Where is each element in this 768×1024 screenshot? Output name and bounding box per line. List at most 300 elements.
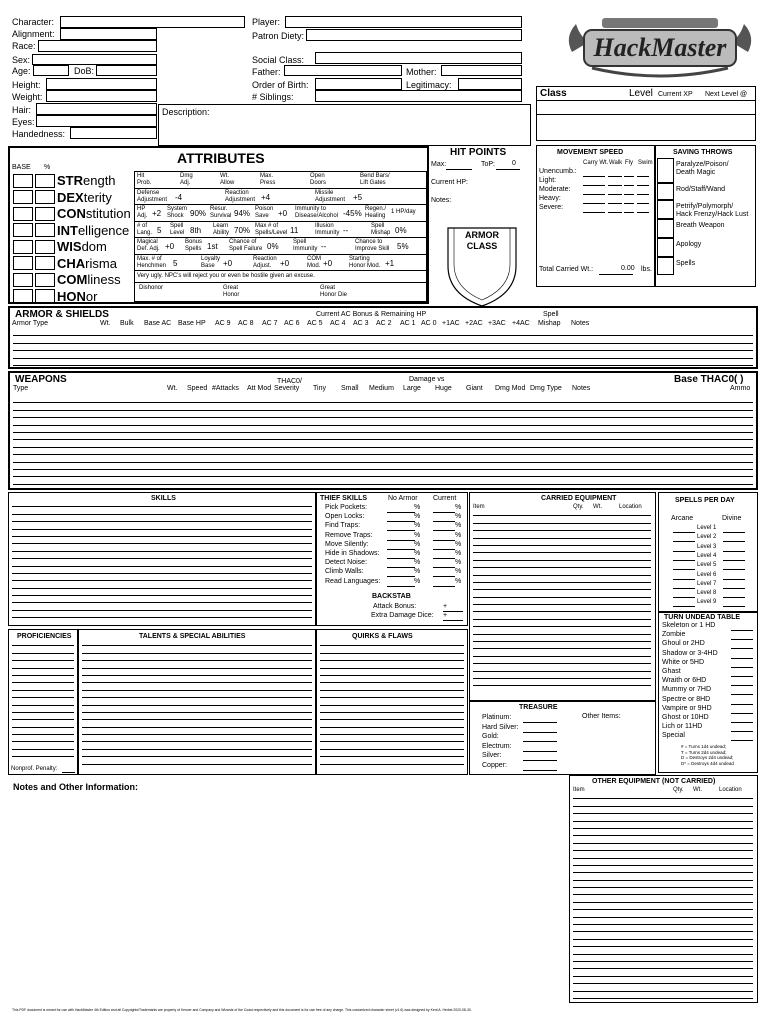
movement-cell[interactable] — [624, 194, 634, 195]
undead-type-label: Shadow or 3-4HD — [662, 649, 718, 657]
attribute-base-input[interactable] — [13, 207, 33, 221]
weapon-column-header: Small — [341, 385, 359, 392]
spell-level-label: Level 9 — [697, 599, 717, 606]
total-carried-unit: lbs. — [641, 266, 652, 273]
movement-cell[interactable] — [624, 185, 634, 186]
quirks-title: QUIRKS & FLAWS — [352, 633, 413, 640]
hackmaster-logo — [562, 12, 758, 80]
treasure-field[interactable] — [523, 732, 557, 733]
current-xp-label: Current XP — [658, 91, 693, 98]
spells-per-day-title: SPELLS PER DAY — [675, 497, 735, 504]
turn-undead-title: TURN UNDEAD TABLE — [664, 614, 741, 621]
thief-skill-label: Detect Noise: — [325, 559, 368, 567]
armor-column-header: AC 7 — [262, 320, 278, 327]
weapons-panel — [8, 371, 758, 490]
armor-column-header: +1AC — [442, 320, 460, 327]
carried-title: CARRIED EQUIPMENT — [541, 495, 617, 502]
attribute-abbrev: DEX — [57, 189, 84, 205]
other-equipment-rows[interactable] — [573, 792, 753, 999]
thief-pct: % — [414, 540, 421, 548]
hp-max-label: Max: — [431, 161, 447, 168]
attribute-percent-input[interactable] — [35, 273, 55, 287]
nonprof-penalty-label: Nonprof. Penalty: — [11, 766, 58, 772]
saving-throws-box — [655, 145, 756, 287]
divine-spell-field[interactable] — [723, 569, 745, 570]
description-field[interactable] — [158, 104, 531, 146]
divine-spell-field[interactable] — [723, 532, 745, 533]
int-max-spells: Max # of Spells/Level — [255, 223, 288, 236]
attribute-base-input[interactable] — [13, 240, 33, 254]
attribute-percent-input[interactable] — [35, 223, 55, 237]
cha-honor-value: +1 — [385, 259, 395, 268]
movement-row-label: Unencumb.: — [539, 168, 577, 175]
carried-rows[interactable] — [473, 509, 651, 686]
cha-henchmen: Max. # of Henchmen — [137, 256, 167, 269]
talents-panel — [78, 629, 316, 775]
legitimacy-label: Legitimacy: — [406, 80, 452, 90]
dex-defense: Defense Adjustment — [137, 190, 168, 203]
armor-shields-panel — [8, 306, 758, 369]
movement-row-label: Severe: — [539, 204, 564, 211]
attribute-suffix: liness — [87, 272, 121, 287]
attribute-name — [57, 289, 97, 304]
eyes-label: Eyes: — [12, 117, 35, 127]
talents-rows[interactable] — [82, 639, 312, 765]
carried-wt-col: Wt. — [593, 504, 602, 510]
race-field[interactable] — [38, 40, 157, 52]
siblings-label: # Siblings: — [252, 92, 294, 102]
attribute-name — [57, 256, 117, 271]
undead-result-field[interactable] — [731, 630, 753, 631]
armor-column-header: AC 2 — [376, 320, 392, 327]
thief-no-armor-field[interactable] — [387, 558, 415, 559]
talents-title: TALENTS & SPECIAL ABILITIES — [139, 633, 246, 640]
attribute-suffix: stitution — [85, 206, 131, 221]
next-level-label: Next Level @ — [705, 91, 748, 98]
con-immunity: Immunity to Disease/Alcohol — [295, 206, 339, 219]
skills-title: SKILLS — [151, 495, 176, 502]
hair-field[interactable] — [36, 103, 157, 115]
undead-type-label: Zombie — [662, 631, 686, 639]
hit-points-title: HIT POINTS — [450, 147, 507, 158]
armor-column-header: AC 3 — [353, 320, 369, 327]
movement-cell[interactable] — [608, 212, 622, 213]
saving-throw-box[interactable] — [657, 200, 674, 219]
skills-rows[interactable] — [12, 500, 312, 618]
dex-defense-value: -4 — [175, 193, 183, 202]
armor-column-header: AC 1 — [400, 320, 416, 327]
thief-pct: % — [414, 559, 421, 567]
undead-legend-line: # = Turns 1d4 undead; — [681, 744, 727, 749]
cha-reaction-value: +0 — [280, 259, 290, 268]
weapon-column-header: Dmg Type — [530, 385, 562, 392]
com-note: Very ugly. NPC's will reject you or even be hostile given an excuse. — [137, 273, 315, 279]
str-wt-allow: Wt. Allow — [220, 173, 235, 186]
thief-current-field[interactable] — [433, 586, 455, 587]
arcane-spell-field[interactable] — [673, 532, 695, 533]
thief-skill-label: Climb Walls: — [325, 568, 364, 576]
movement-cell[interactable] — [608, 176, 622, 177]
carried-location-col: Location — [619, 504, 642, 510]
spells-arcane-label: Arcane — [671, 515, 694, 522]
handedness-field[interactable] — [70, 127, 157, 139]
attribute-name — [57, 173, 116, 188]
notes-area[interactable] — [12, 795, 567, 995]
undead-result-field[interactable] — [731, 658, 753, 659]
divine-spell-field[interactable] — [723, 597, 745, 598]
thief-no-armor-field[interactable] — [387, 521, 415, 522]
hp-top-value: 0 — [512, 160, 516, 167]
armor-column-header: AC 6 — [284, 320, 300, 327]
cha-com-value: +0 — [323, 259, 333, 268]
cha-com: COM Mod. — [307, 256, 321, 269]
undead-type-label: Mummy or 7HD — [662, 686, 712, 694]
str-dmg-adj: Dmg Adj. — [180, 173, 193, 186]
armor-rows[interactable] — [13, 329, 753, 366]
spells-per-day-panel — [658, 492, 758, 612]
thief-no-armor-field[interactable] — [387, 530, 415, 531]
attribute-suffix: elligence — [77, 222, 130, 238]
wis-magical-value: +0 — [165, 242, 175, 251]
saving-throw-label: Apology — [676, 241, 702, 248]
wis-immunity-value: -- — [321, 242, 327, 251]
thief-no-armor-field[interactable] — [387, 576, 415, 577]
other-equipment-title: OTHER EQUIPMENT (NOT CARRIED) — [592, 778, 716, 785]
int-mishap: Spell Mishap — [371, 223, 391, 236]
patron-field[interactable] — [306, 29, 522, 41]
father-field[interactable] — [284, 65, 402, 76]
saving-throw-label: Petrify/Polymorph/ Hack Frenzy/Hack Lust — [676, 203, 749, 218]
attribute-base-input[interactable] — [13, 289, 33, 303]
attribute-modifiers-grid — [134, 171, 427, 302]
armor-column-header: +3AC — [488, 320, 506, 327]
con-hp: HP Adj. — [137, 206, 148, 219]
attribute-base-input[interactable] — [13, 174, 33, 188]
carried-qty-col: Qty. — [573, 504, 584, 510]
movement-cell[interactable] — [583, 194, 605, 195]
thief-no-armor-field[interactable] — [387, 540, 415, 541]
thief-current-field[interactable] — [433, 549, 455, 550]
thief-current-field[interactable] — [433, 530, 455, 531]
thief-no-armor-field[interactable] — [387, 586, 415, 587]
con-system: System Shock — [167, 206, 188, 219]
weapon-rows[interactable] — [13, 396, 753, 485]
str-bend-bars: Bend Bars/ Lift Gates — [360, 173, 390, 186]
movement-speed-box — [536, 145, 655, 287]
sex-label: Sex: — [12, 55, 31, 65]
undead-result-field[interactable] — [731, 667, 753, 668]
thief-current-field[interactable] — [433, 558, 455, 559]
int-spell-level-value: 8th — [190, 226, 202, 235]
armor-column-header: +2AC — [465, 320, 483, 327]
undead-result-field[interactable] — [731, 694, 753, 695]
wis-magical: Magical Def. Adj. — [137, 239, 160, 252]
treasure-label: Gold: — [482, 733, 499, 740]
thief-current-field[interactable] — [433, 540, 455, 541]
undead-result-field[interactable] — [731, 685, 753, 686]
treasure-field[interactable] — [523, 770, 557, 771]
movement-cell[interactable] — [608, 185, 622, 186]
arcane-spell-field[interactable] — [673, 579, 695, 580]
wis-bonus: Bonus Spells — [185, 239, 203, 252]
thief-pct: % — [414, 522, 421, 530]
attribute-abbrev: HON — [57, 288, 86, 304]
undead-result-field[interactable] — [731, 639, 753, 640]
age-field[interactable] — [33, 65, 69, 76]
social-class-field[interactable] — [315, 52, 522, 64]
int-illusion-value: -- — [343, 226, 349, 235]
treasure-field[interactable] — [523, 741, 557, 742]
player-label: Player: — [252, 17, 281, 27]
divine-spell-field[interactable] — [723, 560, 745, 561]
undead-type-label: Wraith or 6HD — [662, 677, 707, 685]
attribute-percent-input[interactable] — [35, 240, 55, 254]
undead-type-label: Special — [662, 732, 685, 740]
skills-panel — [8, 492, 316, 626]
attribute-abbrev: WIS — [57, 239, 82, 254]
sex-field[interactable] — [32, 54, 157, 65]
attribute-percent-input[interactable] — [35, 207, 55, 221]
saving-throw-box[interactable] — [657, 219, 674, 238]
weight-label: Weight: — [12, 92, 43, 102]
treasure-field[interactable] — [523, 722, 557, 723]
siblings-field[interactable] — [315, 90, 522, 102]
description-label: Description: — [162, 107, 210, 117]
player-field[interactable] — [285, 16, 522, 28]
attribute-base-input[interactable] — [13, 273, 33, 287]
attribute-base-input[interactable] — [13, 256, 33, 270]
arcane-spell-field[interactable] — [673, 541, 695, 542]
weapon-column-header: Wt. — [167, 385, 178, 392]
weapon-column-header: Large — [403, 385, 421, 392]
hon-dishonor: Dishonor — [139, 285, 164, 291]
str-open-doors: Open Doors — [310, 173, 327, 186]
con-system-value: 90% — [190, 209, 207, 218]
thief-skill-label: Remove Traps: — [325, 531, 373, 539]
movement-cell[interactable] — [637, 203, 649, 204]
other-location-col: Location — [719, 787, 742, 793]
movement-cell[interactable] — [608, 194, 622, 195]
treasure-field[interactable] — [523, 760, 557, 761]
undead-result-field[interactable] — [731, 676, 753, 677]
treasure-field[interactable] — [523, 751, 557, 752]
armor-column-header: Notes — [571, 320, 590, 327]
treasure-title: TREASURE — [519, 704, 558, 711]
divine-spell-field[interactable] — [723, 588, 745, 589]
weapon-column-header: Ammo — [730, 385, 751, 392]
hair-label: Hair: — [12, 105, 32, 115]
divine-spell-field[interactable] — [723, 541, 745, 542]
thief-skill-label: Find Traps: — [325, 522, 361, 530]
mother-field[interactable] — [441, 65, 522, 76]
spell-level-label: Level 4 — [697, 552, 717, 559]
thief-pct: % — [414, 577, 421, 585]
armor-class-label: ARMOR CLASS — [465, 230, 499, 251]
movement-cell[interactable] — [637, 176, 649, 177]
attribute-percent-input[interactable] — [35, 190, 55, 204]
saving-throw-box[interactable] — [657, 183, 674, 200]
thief-pct: % — [455, 577, 462, 585]
weapon-column-header: Dmg Mod — [495, 385, 526, 392]
divine-spell-field[interactable] — [723, 579, 745, 580]
con-regen-value: 1 HP/day — [391, 209, 416, 215]
character-field[interactable] — [60, 16, 245, 28]
divine-spell-field[interactable] — [723, 606, 745, 607]
move-col-walk: Walk — [609, 160, 623, 166]
footer-copyright: This PDF document is meant for use with HackMaster 4th Edition and all Copyrights/Trademarks are property of Kenzer and Company and Wizards of the Coast respectively and this document is for use free of any charge. This customized character sheet (v1.6) was designed by Kent A. Herbst 2020-08-30. — [12, 1008, 472, 1012]
movement-cell[interactable] — [624, 176, 634, 177]
int-max-spells-value: 11 — [290, 226, 299, 235]
movement-cell[interactable] — [637, 185, 649, 186]
saving-throw-box[interactable] — [657, 238, 674, 257]
attribute-suffix: ength — [83, 173, 116, 188]
arcane-spell-field[interactable] — [673, 606, 695, 607]
attribute-percent-input[interactable] — [35, 256, 55, 270]
attribute-base-input[interactable] — [13, 190, 33, 204]
armor-class-shield — [442, 226, 522, 308]
armor-column-header: AC 0 — [421, 320, 437, 327]
notes-title: Notes and Other Information: — [13, 782, 139, 792]
proficiencies-rows[interactable] — [12, 639, 74, 757]
undead-legend-line: T = Turns 2d4 undead; — [681, 749, 727, 755]
thief-skill-label: Move Silently: — [325, 540, 369, 548]
weapon-column-header: Type — [13, 385, 29, 392]
armor-column-header: Bulk — [120, 320, 134, 327]
movement-row-label: Light: — [539, 177, 557, 184]
attributes-title: ATTRIBUTES — [177, 150, 265, 166]
attribute-abbrev: STR — [57, 173, 83, 188]
saving-throws-title: SAVING THROWS — [673, 149, 733, 156]
undead-type-label: Ghoul or 2HD — [662, 640, 705, 648]
movement-cell[interactable] — [583, 185, 605, 186]
attribute-abbrev: CON — [57, 206, 86, 221]
turn-undead-panel — [658, 612, 758, 773]
legitimacy-field[interactable] — [458, 78, 522, 90]
eyes-field[interactable] — [36, 115, 157, 127]
carried-equipment-panel — [469, 492, 656, 701]
int-lang-value: 5 — [157, 226, 162, 235]
movement-cell[interactable] — [583, 176, 605, 177]
treasure-label: Hard Silver: — [482, 723, 519, 731]
proficiencies-title: PROFICIENCIES — [17, 633, 72, 640]
dob-field[interactable] — [96, 65, 157, 76]
undead-type-label: Vampire or 9HD — [662, 704, 712, 712]
wis-improve: Chance to Improve Skill — [355, 239, 390, 252]
movement-cell[interactable] — [583, 212, 605, 213]
arcane-spell-field[interactable] — [673, 597, 695, 598]
con-poison-value: +0 — [278, 209, 288, 218]
thief-current-field[interactable] — [433, 567, 455, 568]
treasure-other-label: Other Items: — [582, 713, 621, 720]
arcane-spell-field[interactable] — [673, 560, 695, 561]
order-field[interactable] — [315, 78, 402, 90]
arcane-spell-field[interactable] — [673, 588, 695, 589]
movement-cell[interactable] — [583, 203, 605, 204]
thief-skill-label: Read Languages: — [325, 577, 381, 585]
undead-result-field[interactable] — [731, 648, 753, 649]
armor-column-header: AC 8 — [238, 320, 254, 327]
thief-pct: % — [455, 522, 462, 530]
alignment-field[interactable] — [60, 28, 157, 40]
divine-spell-field[interactable] — [723, 551, 745, 552]
other-equipment-panel — [569, 775, 758, 1003]
con-resur: Resur. Survival — [210, 206, 232, 219]
spell-level-label: Level 3 — [697, 543, 717, 550]
movement-cell[interactable] — [624, 212, 634, 213]
level-label: Level — [629, 88, 653, 99]
other-wt-col: Wt. — [693, 787, 702, 793]
movement-cell[interactable] — [637, 212, 649, 213]
spell-level-label: Level 6 — [697, 571, 717, 578]
weapons-title: WEAPONS — [15, 374, 67, 385]
undead-type-label: Lich or 11HD — [662, 723, 703, 731]
hp-notes-label: Notes: — [431, 197, 452, 204]
thief-no-armor-field[interactable] — [387, 512, 415, 513]
height-field[interactable] — [46, 78, 157, 90]
thief-current-field[interactable] — [433, 576, 455, 577]
treasure-label: Platinum: — [482, 714, 512, 721]
move-col-carry: Carry Wt. — [583, 160, 609, 166]
saving-throw-box[interactable] — [657, 158, 674, 183]
attribute-suffix: terity — [83, 189, 112, 205]
logo-emblem-icon — [562, 12, 758, 80]
saving-throw-label: Breath Weapon — [676, 222, 725, 229]
con-resur-value: 94% — [234, 209, 251, 218]
thief-skill-label: Pick Pockets: — [325, 504, 368, 511]
movement-cell[interactable] — [624, 203, 634, 204]
treasure-panel — [469, 701, 656, 775]
spell-level-label: Level 2 — [697, 534, 717, 541]
movement-title: MOVEMENT SPEED — [557, 149, 624, 156]
armor-column-header: +4AC — [512, 320, 530, 327]
weight-field[interactable] — [46, 90, 157, 102]
treasure-label: Copper: — [482, 761, 507, 769]
attribute-name — [57, 223, 129, 238]
movement-cell[interactable] — [637, 194, 649, 195]
wis-immunity: Spell Immunity — [293, 239, 318, 252]
thief-no-armor-field[interactable] — [387, 567, 415, 568]
spell-level-label: Level 1 — [697, 525, 717, 531]
undead-result-field[interactable] — [731, 731, 753, 732]
thief-current-field[interactable] — [433, 512, 455, 513]
undead-type-label: Ghast — [662, 668, 681, 675]
extra-damage-plus: + — [443, 612, 448, 619]
patron-label: Patron Diety: — [252, 31, 305, 41]
undead-result-field[interactable] — [731, 722, 753, 723]
int-spell-level: Spell Level — [170, 223, 185, 236]
wis-failure: Chance of Spell Failure — [229, 239, 263, 252]
arcane-spell-field[interactable] — [673, 569, 695, 570]
movement-cell[interactable] — [608, 203, 622, 204]
treasure-label: Electrum: — [482, 742, 512, 750]
cha-loyalty: Loyalty Base — [201, 256, 221, 269]
saving-throw-box[interactable] — [657, 257, 674, 275]
undead-result-field[interactable] — [731, 713, 753, 714]
arcane-spell-field[interactable] — [673, 551, 695, 552]
undead-result-field[interactable] — [731, 740, 753, 741]
attribute-base-input[interactable] — [13, 223, 33, 237]
undead-result-field[interactable] — [731, 704, 753, 705]
attribute-percent-input[interactable] — [35, 289, 55, 303]
weapon-column-header: Tiny — [313, 385, 326, 392]
cha-honor: Starting Honor Mod. — [349, 256, 381, 269]
thief-no-armor-field[interactable] — [387, 549, 415, 550]
wis-improve-value: 5% — [397, 242, 409, 251]
attribute-percent-input[interactable] — [35, 174, 55, 188]
thief-current-field[interactable] — [433, 521, 455, 522]
class-box — [536, 86, 756, 141]
quirks-rows[interactable] — [320, 639, 464, 765]
